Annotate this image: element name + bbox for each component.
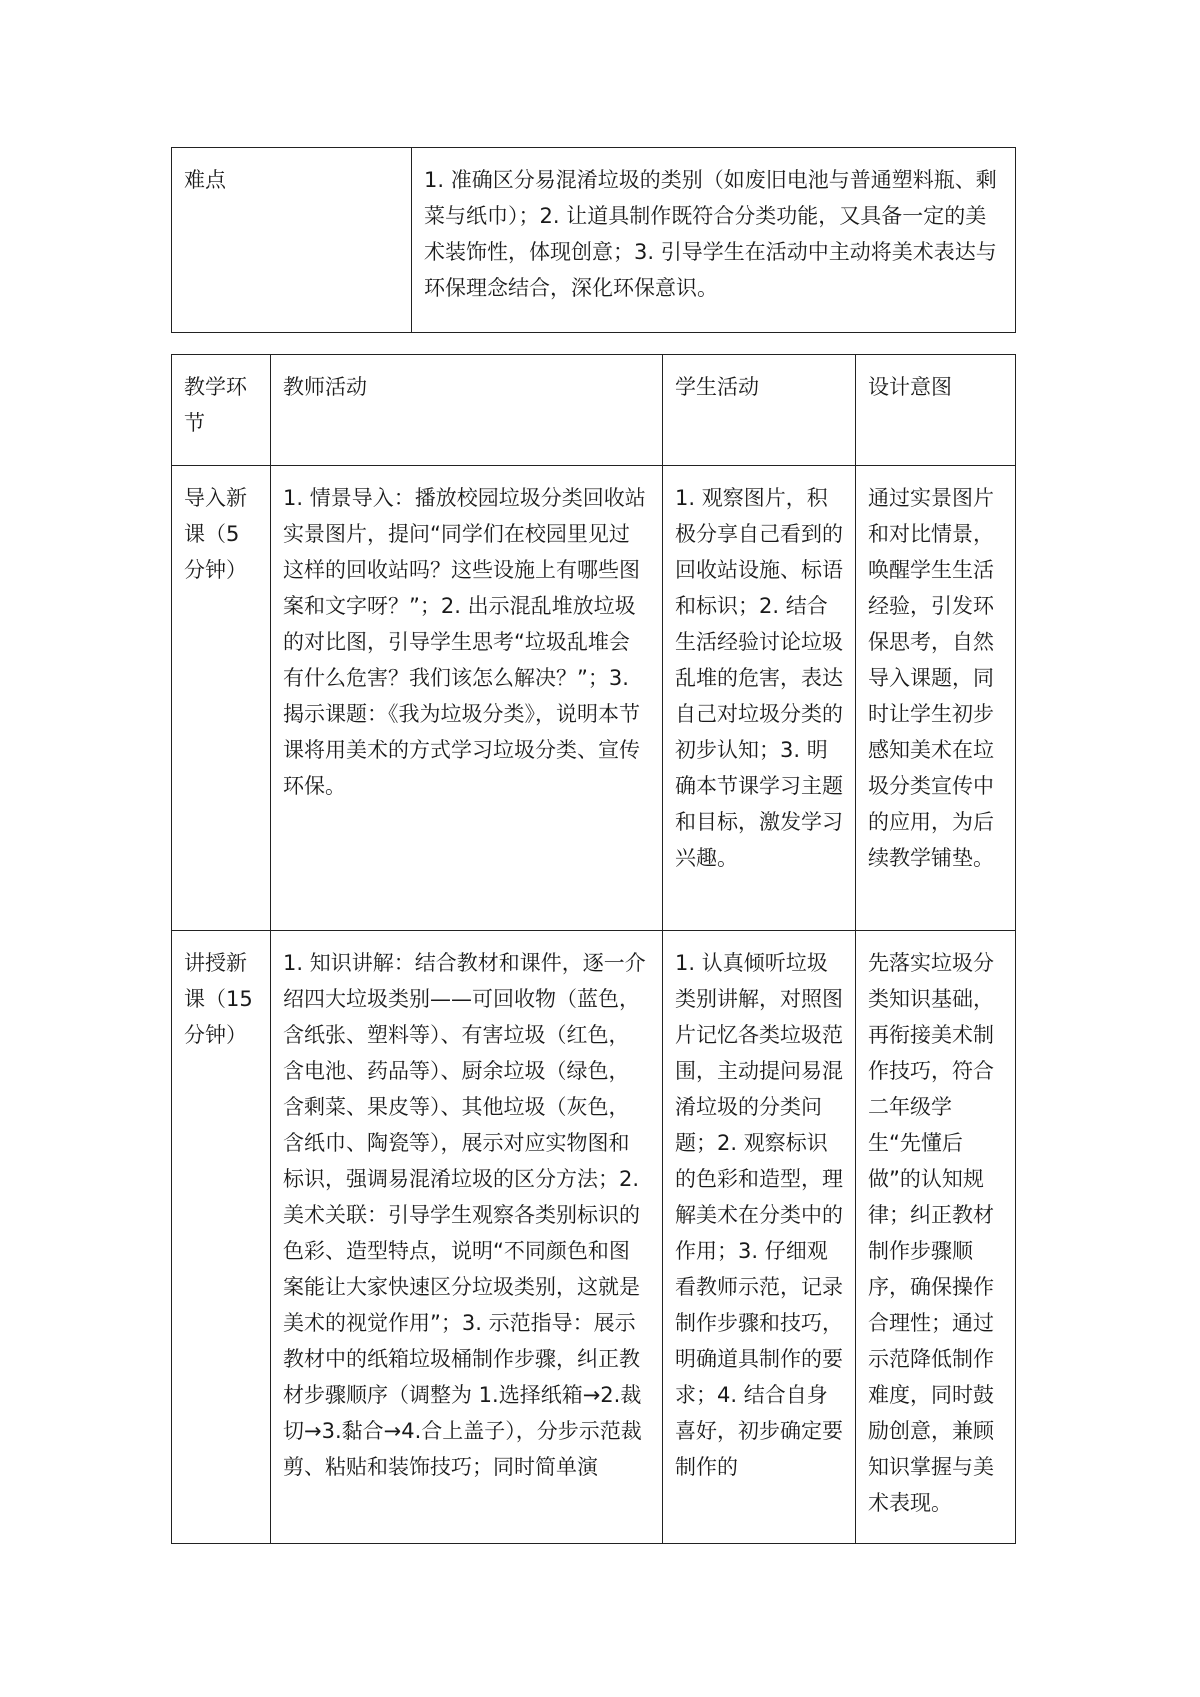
header-teacher: 教师活动	[271, 355, 663, 466]
difficulty-table	[171, 147, 1016, 333]
header-stage: 教学环节	[172, 355, 271, 466]
stage-cell: 导入新课（5分钟）	[172, 466, 271, 931]
table-row	[172, 931, 1016, 1544]
header-student: 学生活动	[663, 355, 856, 466]
stage-cell: 讲授新课（15分钟）	[172, 931, 271, 1544]
difficulty-row	[172, 148, 1016, 333]
student-activity-cell: 1. 认真倾听垃圾类别讲解，对照图片记忆各类垃圾范围，主动提问易混淆垃圾的分类问题；2. 观察标识的色彩和造型，理解美术在分类中的作用；3. 仔细观看教师示范，记录制作步骤和技巧，明确道具制作的要求；4. 结合自身喜好，初步确定要制作的	[663, 931, 856, 1544]
lesson-table	[171, 354, 1016, 1544]
header-intent: 设计意图	[856, 355, 1016, 466]
teacher-activity-cell: 1. 知识讲解：结合教材和课件，逐一介绍四大垃圾类别——可回收物（蓝色，含纸张、塑料等）、有害垃圾（红色，含电池、药品等）、厨余垃圾（绿色，含剩菜、果皮等）、其他垃圾（灰色，含纸巾、陶瓷等），展示对应实物图和标识，强调易混淆垃圾的区分方法；2. 美术关联：引导学生观察各类别标识的色彩、造型特点，说明“不同颜色和图案能让大家快速区分垃圾类别，这就是美术的视觉作用”；3. 示范指导：展示教材中的纸箱垃圾桶制作步骤，纠正教材步骤顺序（调整为 1.选择纸箱→2.裁切→3.黏合→4.合上盖子），分步示范裁剪、粘贴和装饰技巧；同时简单演	[271, 931, 663, 1544]
difficulty-content: 1. 准确区分易混淆垃圾的类别（如废旧电池与普通塑料瓶、剩菜与纸巾）；2. 让道具制作既符合分类功能，又具备一定的美术装饰性，体现创意；3. 引导学生在活动中主动将美术表达与环保理念结合，深化环保意识。	[412, 148, 1016, 333]
teacher-activity-cell: 1. 情景导入：播放校园垃圾分类回收站实景图片，提问“同学们在校园里见过这样的回收站吗？这些设施上有哪些图案和文字呀？”；2. 出示混乱堆放垃圾的对比图，引导学生思考“垃圾乱堆会有什么危害？我们该怎么解决？”；3. 揭示课题：《我为垃圾分类》，说明本节课将用美术的方式学习垃圾分类、宣传环保。	[271, 466, 663, 931]
table-header-row	[172, 355, 1016, 466]
design-intent-cell: 先落实垃圾分类知识基础，再衔接美术制作技巧，符合二年级学生“先懂后做”的认知规律；纠正教材制作步骤顺序，确保操作合理性；通过示范降低制作难度，同时鼓励创意，兼顾知识掌握与美术表现。	[856, 931, 1016, 1544]
table-row	[172, 466, 1016, 931]
difficulty-label: 难点	[172, 148, 412, 333]
design-intent-cell: 通过实景图片和对比情景，唤醒学生生活经验，引发环保思考，自然导入课题，同时让学生初步感知美术在垃圾分类宣传中的应用，为后续教学铺垫。	[856, 466, 1016, 931]
student-activity-cell: 1. 观察图片，积极分享自己看到的回收站设施、标语和标识；2. 结合生活经验讨论垃圾乱堆的危害，表达自己对垃圾分类的初步认知；3. 明确本节课学习主题和目标，激发学习兴趣。	[663, 466, 856, 931]
